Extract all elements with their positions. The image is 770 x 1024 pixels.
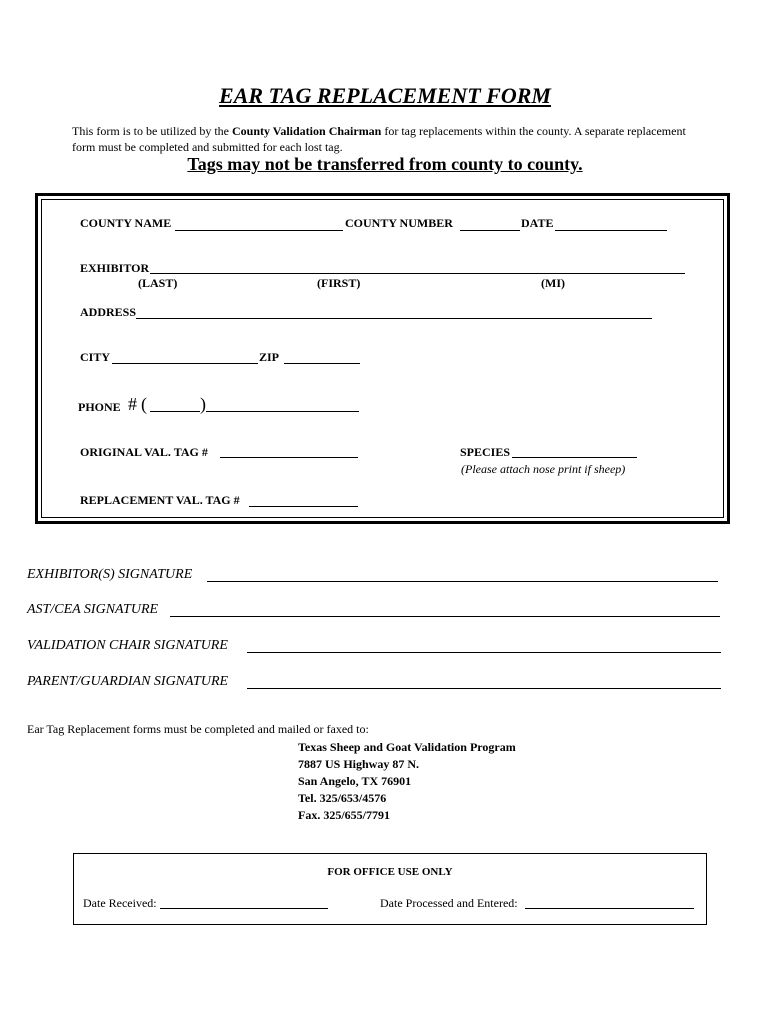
- exhibitor-last-label: (LAST): [138, 276, 178, 290]
- ast-cea-signature-label: AST/CEA SIGNATURE: [27, 602, 159, 617]
- replacement-tag-field[interactable]: [249, 506, 358, 507]
- exhibitor-signature-field[interactable]: [207, 581, 718, 582]
- address-label: ADDRESS: [80, 305, 137, 319]
- county-number-field[interactable]: [460, 230, 520, 231]
- form-title: EAR TAG REPLACEMENT FORM: [219, 83, 551, 108]
- zip-label: ZIP: [259, 350, 280, 364]
- address-line: 7887 US Highway 87 N.: [298, 757, 420, 771]
- date-processed-label: Date Processed and Entered:: [380, 896, 518, 910]
- address-line: Tel. 325/653/4576: [298, 791, 387, 805]
- replacement-tag-label: REPLACEMENT VAL. TAG #: [80, 493, 240, 507]
- species-note: (Please attach nose print if sheep): [461, 462, 626, 476]
- species-label: SPECIES: [460, 445, 511, 459]
- exhibitor-label: EXHIBITOR: [80, 261, 150, 275]
- ast-cea-signature-field[interactable]: [170, 616, 720, 617]
- exhibitor-mi-label: (MI): [541, 276, 565, 290]
- transfer-warning: Tags may not be transferred from county to county.: [187, 154, 583, 174]
- office-use-title: FOR OFFICE USE ONLY: [327, 866, 453, 878]
- address-field[interactable]: [136, 318, 652, 319]
- original-tag-field[interactable]: [220, 457, 358, 458]
- date-received-label: Date Received:: [83, 896, 157, 910]
- parent-guardian-signature-field[interactable]: [247, 688, 721, 689]
- mailing-address: [298, 739, 516, 824]
- phone-label: PHONE: [78, 400, 121, 414]
- phone-number-field[interactable]: [206, 411, 359, 412]
- exhibitor-signature-label: EXHIBITOR(S) SIGNATURE: [27, 567, 193, 582]
- city-label: CITY: [80, 350, 111, 364]
- species-field[interactable]: [512, 457, 637, 458]
- intro-paragraph: [72, 123, 712, 155]
- city-field[interactable]: [112, 363, 258, 364]
- intro-text-1: This form is to be utilized by the: [72, 124, 232, 138]
- parent-guardian-signature-label: PARENT/GUARDIAN SIGNATURE: [27, 674, 229, 689]
- office-use-box: [73, 853, 707, 925]
- exhibitor-first-label: (FIRST): [317, 276, 361, 290]
- date-field[interactable]: [555, 230, 667, 231]
- validation-chair-signature-field[interactable]: [247, 652, 721, 653]
- county-name-field[interactable]: [175, 230, 343, 231]
- validation-chair-signature-label: VALIDATION CHAIR SIGNATURE: [27, 638, 228, 653]
- intro-text-2: for tag replacements within the county. A separate replacement form must be completed and submitted for each lost tag.: [72, 124, 686, 154]
- zip-field[interactable]: [284, 363, 360, 364]
- county-number-label: COUNTY NUMBER: [345, 216, 453, 230]
- address-line: San Angelo, TX 76901: [298, 774, 412, 788]
- exhibitor-field[interactable]: [150, 273, 685, 274]
- date-processed-field[interactable]: [525, 908, 694, 909]
- original-tag-label: ORIGINAL VAL. TAG #: [80, 445, 208, 459]
- address-line: Fax. 325/655/7791: [298, 808, 390, 822]
- mailing-instruction: Ear Tag Replacement forms must be completed and mailed or faxed to:: [27, 722, 369, 736]
- date-label: DATE: [521, 216, 554, 230]
- intro-bold-text: County Validation Chairman: [231, 124, 382, 138]
- phone-hash: #: [128, 394, 137, 414]
- county-name-label: COUNTY NAME: [80, 216, 172, 230]
- date-received-field[interactable]: [160, 908, 328, 909]
- address-line: Texas Sheep and Goat Validation Program: [298, 740, 516, 754]
- phone-paren-close: ): [200, 394, 206, 414]
- phone-paren-open: (: [141, 394, 147, 414]
- phone-area-code-field[interactable]: [150, 411, 200, 412]
